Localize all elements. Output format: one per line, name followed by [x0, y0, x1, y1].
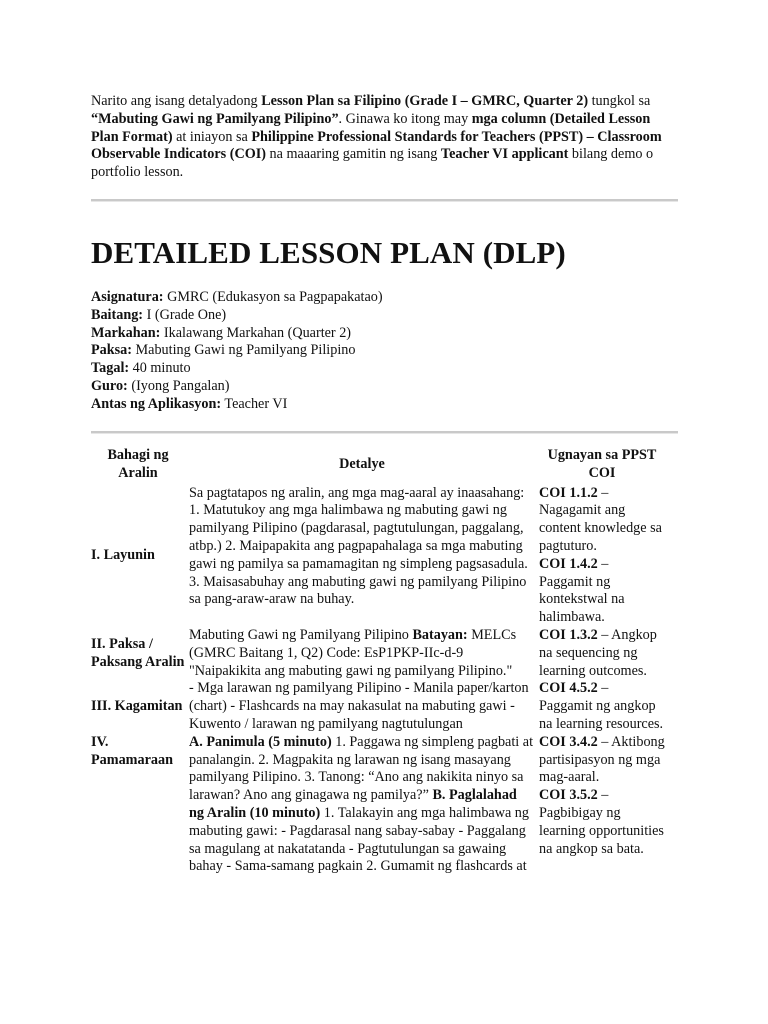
- coi-desc: – Paggamit ng angkop na learning resources.: [539, 680, 664, 732]
- lesson-meta: [91, 289, 651, 414]
- page-title: DETAILED LESSON PLAN (DLP): [91, 235, 566, 270]
- coi-desc: – Nagagamit ang content knowledge sa pagtuturo.: [539, 484, 662, 554]
- meta-label: Tagal:: [91, 360, 130, 377]
- lesson-table: [89, 447, 667, 876]
- coi-desc: – Pagbibigay ng learning opportunities na angkop sa bata.: [539, 787, 664, 857]
- coi-code: COI 4.5.2: [539, 680, 598, 697]
- detail-cell: [187, 485, 537, 627]
- detail-cell: [187, 627, 537, 680]
- coi-cell: [537, 680, 667, 733]
- detail-text: MELCs (GMRC Baitang 1, Q2) Code: EsP1PKP-IIc-d-9 "Naipakikita ang mabuting gawi ng pamilyang Pilipino.": [189, 626, 517, 679]
- coi-cell: [537, 485, 667, 627]
- table-row: [89, 680, 667, 733]
- meta-row-tagal: [91, 360, 651, 378]
- intro-text-4: at iniayon sa: [172, 128, 252, 145]
- divider: [91, 431, 678, 434]
- coi-desc: – Paggamit ng kontekstwal na halimbawa.: [539, 555, 625, 626]
- header-detalye: Detalye: [339, 455, 385, 472]
- intro-bold-applicant: Teacher VI applicant: [440, 146, 569, 163]
- intro-bold-topic: “Mabuting Gawi ng Pamilyang Pilipino”: [91, 110, 339, 127]
- meta-label: Asignatura:: [91, 289, 164, 305]
- coi-code: COI 1.3.2: [539, 626, 598, 643]
- intro-text-5: na maaaring gamitin ng isang: [265, 146, 441, 163]
- header-ppst-coi: Ugnayan sa PPST COI: [547, 447, 657, 481]
- coi-desc: – Angkop na sequencing ng learning outcomes.: [539, 626, 657, 679]
- detail-text: - Mga larawan ng pamilyang Pilipino - Manila paper/karton (chart) - Flashcards na may nakasulat na mabuting gawi - Kuwento / larawan ng pamilyang nagtutulungan: [189, 680, 529, 732]
- header-bahagi: Bahagi ng Aralin: [107, 447, 169, 481]
- detail-text: Sa pagtatapos ng aralin, ang mga mag-aaral ay inaasahang: 1. Matutukoy ang mga halimbawa ng mabuting gawi ng pamilyang Pilipino (pagdarasal, pagtutulungan, paggalang, atbp.) 2. Maipapakita ang pagpapahalaga sa mga mabuting gawi ng pamilya sa pamamagitan ng simpleng pagsasadula. 3. Maisasabuhay ang mabuting gawi ng pamilyang Pilipino sa pang-araw-araw na buhay.: [189, 484, 528, 608]
- meta-value: Mabuting Gawi ng Pamilyang Pilipino: [132, 342, 356, 359]
- section-cell: IV. Pamamaraan: [91, 733, 173, 768]
- meta-row-antas: [91, 396, 651, 414]
- intro-paragraph: [91, 93, 681, 182]
- coi-cell: [537, 627, 667, 680]
- intro-bold-ppst: Philippine Professional Standards for Teachers (PPST) – Classroom Observable Indicators (COI): [91, 128, 662, 163]
- table-row: [89, 734, 667, 876]
- meta-row-asignatura: [91, 289, 651, 307]
- detail-bold: A. Panimula (5 minuto): [189, 733, 332, 750]
- intro-text-1: Narito ang isang detalyadong: [91, 93, 262, 109]
- meta-value: GMRC (Edukasyon sa Pagpapakatao): [163, 289, 383, 305]
- divider: [91, 199, 678, 202]
- table-header-row: [89, 447, 667, 485]
- table-row: [89, 627, 667, 680]
- meta-value: (Iyong Pangalan): [127, 377, 230, 394]
- detail-text: Mabuting Gawi ng Pamilyang Pilipino: [189, 626, 413, 643]
- section-cell: II. Paksa / Paksang Aralin: [91, 635, 185, 670]
- coi-code: COI 1.1.2: [539, 484, 598, 501]
- detail-text: 1. Talakayin ang mga halimbawa ng mabuting gawi: - Pagdarasal nang sabay-sabay - Paggalang sa magulang at nakatatanda - Pagtutulungan sa gawaing bahay - Sama-samang pagkain 2. Gumamit ng flashcards at: [189, 804, 529, 875]
- intro-bold-lesson-plan: Lesson Plan sa Filipino (Grade I – GMRC, Quarter 2): [261, 93, 589, 109]
- meta-label: Paksa:: [91, 342, 132, 359]
- detail-cell: [187, 734, 537, 876]
- meta-label: Markahan:: [91, 324, 161, 341]
- meta-value: Teacher VI: [221, 395, 288, 412]
- detail-text: 1. Paggawa ng simpleng pagbati at panalangin. 2. Magpakita ng larawan ng isang masayang pamilyang Pilipino. 3. Tanong: “Ano ang nakikita ninyo sa larawan? Ano ang ginagawa ng pamilya?”: [189, 733, 534, 804]
- coi-code: COI 3.4.2: [539, 733, 598, 750]
- intro-text-2: tungkol sa: [588, 93, 651, 109]
- meta-label: Guro:: [91, 377, 128, 394]
- intro-text-6: bilang demo o portfolio lesson.: [91, 146, 654, 181]
- detail-bold: Batayan:: [412, 626, 468, 643]
- meta-label: Baitang:: [91, 306, 144, 323]
- meta-row-markahan: [91, 325, 651, 343]
- meta-row-baitang: [91, 307, 651, 325]
- coi-desc: – Aktibong partisipasyon ng mga mag-aaral.: [539, 733, 665, 786]
- coi-code: COI 1.4.2: [539, 555, 598, 572]
- meta-value: 40 minuto: [129, 360, 191, 377]
- section-cell: I. Layunin: [91, 546, 155, 563]
- intro-text-3: . Ginawa ko itong may: [338, 110, 472, 127]
- meta-row-paksa: [91, 342, 651, 360]
- detail-bold: B. Paglalahad ng Aralin (10 minuto): [189, 787, 517, 821]
- meta-row-guro: [91, 378, 651, 396]
- coi-code: COI 3.5.2: [539, 787, 598, 804]
- coi-cell: [537, 734, 667, 876]
- detail-cell: [187, 680, 537, 733]
- section-cell: III. Kagamitan: [91, 698, 183, 715]
- intro-bold-format: mga column (Detailed Lesson Plan Format): [91, 110, 651, 145]
- meta-value: Ikalawang Markahan (Quarter 2): [160, 324, 352, 341]
- meta-label: Antas ng Aplikasyon:: [91, 395, 222, 412]
- table-row: [89, 485, 667, 627]
- meta-value: I (Grade One): [143, 306, 227, 323]
